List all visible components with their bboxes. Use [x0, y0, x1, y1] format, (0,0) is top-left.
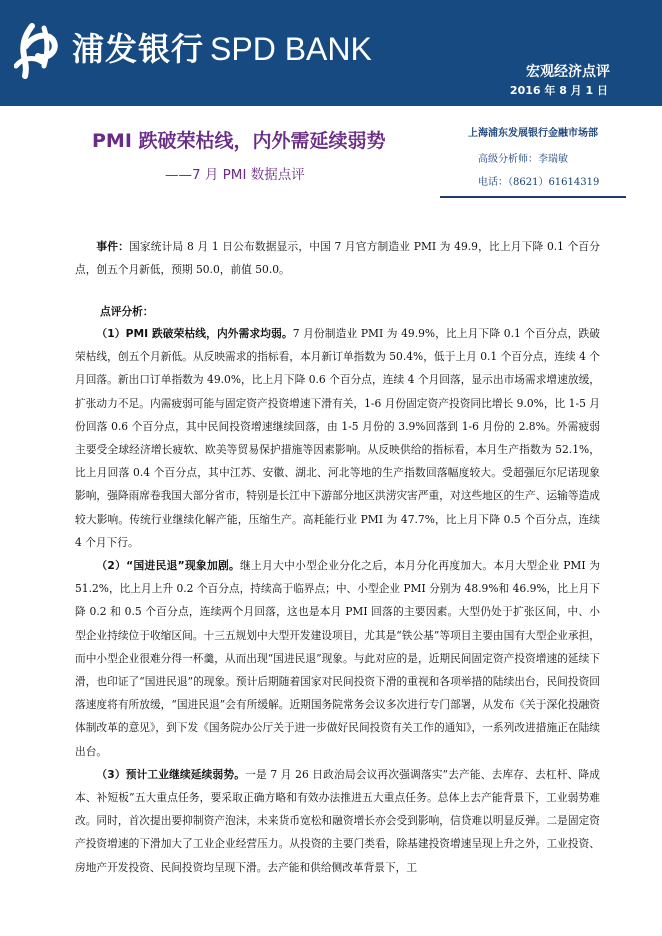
point-heading: （3）预计工业继续延续弱势。 [96, 767, 246, 781]
author-divider [440, 196, 626, 198]
analysis-paragraph-1 [75, 322, 600, 554]
event-text: 国家统计局 8 月 1 日公布数据显示，中国 7 月官方制造业 PMI 为 49.9，比上月下降 0.1 个百分点，创五个月新低，预期 50.0，前值 50.0。 [75, 240, 600, 277]
event-label: 事件： [96, 240, 130, 253]
point-text: 一是 7 月 26 日政治局会议再次强调落实“去产能、去库存、去杠杆、降成本、补短板”五大重点任务，要采取正确方略和有效办法推进五大重点任务。总体上去产能背景下，工业弱势难改。同时，首次提出要抑制资产泡沫，未来货币宽松和融资增长亦会受到影响，信贷难以明显反弹。二是固定资产投资增速的下滑加大了工业企业经营压力。从投资的主要门类看，除基建投资增速呈现上升之外，工业投资、房地产开发投资、民间投资均呈现下滑。去产能和供给侧改革背景下，工 [75, 767, 600, 874]
point-text: 7 月份制造业 PMI 为 49.9%，比上月下降 0.1 个百分点，跌破荣枯线，创五个月新低。从反映需求的指标看，本月新订单指数为 50.4%，低于上月 0.1 个百分点，连续 4 个月回落。新出口订单指数为 49.0%，比上月下降 0.6 个百分点，连续 4 个月回落，显示出市场需求增速放缓，扩张动力不足。内需疲弱可能与固定资产投资增速下滑有关，1-6 月份固定资产投资同比增长 9.0%，比 1-5 月份回落 0.6 个百分点，其中民间投资增速继续回落，由 1-5 月份的 3.9%回落到 1-6 月份的 2.8%。外需疲弱主要受全球经济增长疲软、欧美等贸易保护措施等因素影响。从反映供给的指标看，本月生产指数为 52.1%，比上月回落 0.4 个百分点，其中江苏、安徽、湖北、河北等地的生产指数回落幅度较大。受超强厄尔尼诺现象影响，强降雨席卷我国大部分省市，特别是长江中下游部分地区洪涝灾害严重，对这些地区的生产、运输等造成较大影响。传统行业继续化解产能，压缩生产。高耗能行业 PMI 为 47.7%，比上月下降 0.5 个百分点，连续 4 个月下行。 [75, 327, 600, 549]
point-heading: （1）PMI 跌破荣枯线，内外需求均弱。 [96, 327, 293, 340]
analysis-paragraph-3 [75, 763, 600, 879]
point-text: 继上月大中小型企业分化之后，本月分化再度加大。本月大型企业 PMI 为 51.2%，比上月上升 0.2 个百分点，持续高于临界点；中、小型企业 PMI 分别为 48.9%和 46.9%，比上月下降 0.2 和 0.5 个百分点，连续两个月回落，这也是本月 PMI 回落的主要因素。大型仍处于扩张区间，中、小型企业持续位于收缩区间。十三五规划中大型开发建设项目，尤其是“铁公基”等项目主要由国有大型企业承担，而中小型企业很难分得一杯羹，从而出现“国进民退”现象。与此对应的是，近期民间固定资产投资增速的延续下滑，也印证了“国进民退”的现象。预计后期随着国家对民间投资下滑的重视和各项举措的陆续出台，民间投资回落速度将有所放缓，“国进民退”会有所缓解。近期国务院常务会议多次进行专门部署，从发布《关于深化投融资体制改革的意见》，到下发《国务院办公厅关于进一步做好民间投资有关工作的通知》，一系列改进措施正在陆续出台。 [75, 559, 600, 758]
analysis-paragraph-2 [75, 554, 600, 763]
comment-heading: 点评分析： [100, 305, 154, 318]
analyst-phone: 电话：（8621）61614319 [478, 177, 600, 188]
author-organization: 上海浦东发展银行金融市场部 [468, 128, 598, 139]
report-type: 宏观经济点评 [526, 64, 610, 80]
analyst-name: 高级分析师：李瑞敏 [478, 154, 568, 165]
analysis-section [75, 322, 600, 879]
logo-chinese-name: 浦发银行 [72, 30, 205, 68]
author-info [440, 124, 626, 188]
report-title: PMI 跌破荣枯线，内外需延续弱势 [92, 130, 386, 152]
report-subtitle: ——7 月 PMI 数据点评 [165, 167, 305, 183]
spdb-logo-icon [14, 22, 64, 80]
event-section [75, 235, 600, 281]
point-heading: （2）“国进民退”现象加剧。 [96, 559, 241, 573]
header-banner [0, 0, 662, 106]
report-date: 2016 年 8 月 1 日 [509, 84, 608, 97]
logo-english-name: SPD BANK [210, 31, 372, 67]
